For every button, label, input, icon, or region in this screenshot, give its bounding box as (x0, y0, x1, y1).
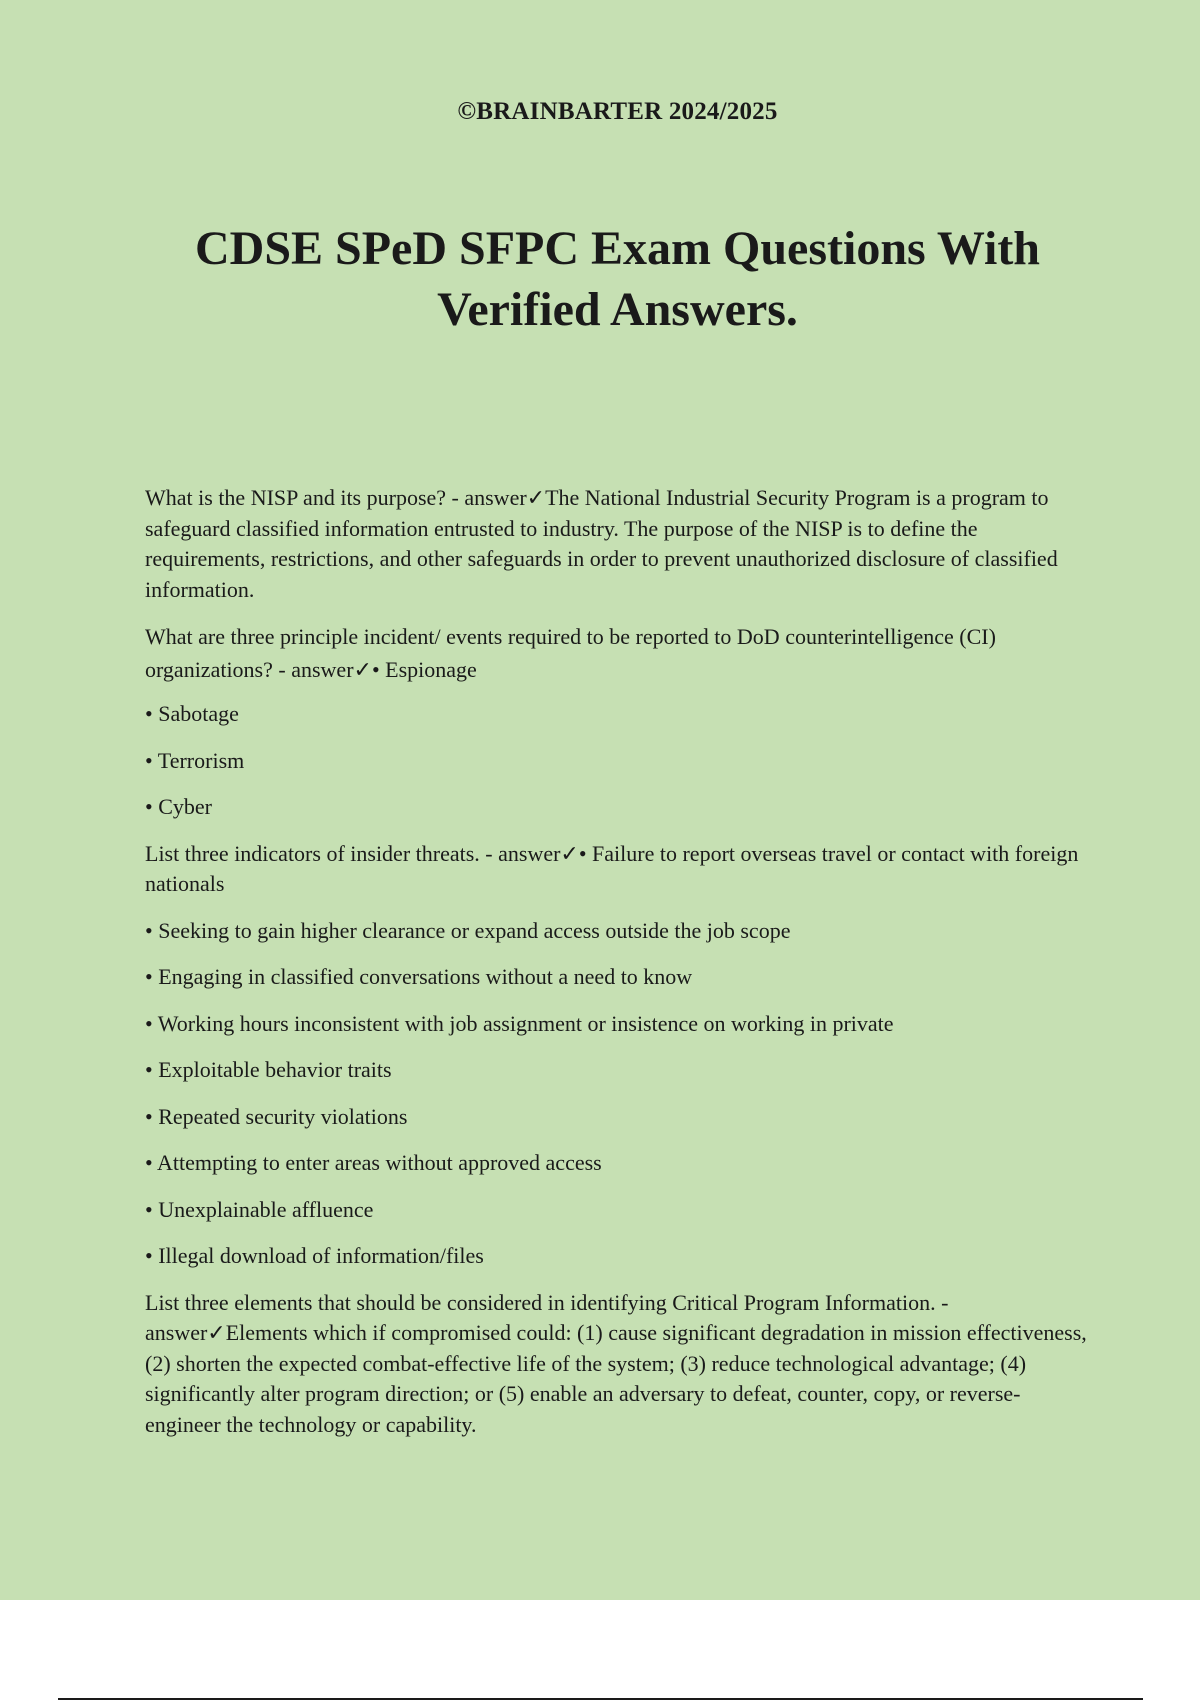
question-answer-1: What is the NISP and its purpose? - answer✓The National Industrial Security Program is a program to safeguard classified information entrusted to industry. The purpose of the NISP is to define the requirements, restrictions, and other safeguards in order to prevent unauthorized disclosure of classified information. (145, 485, 1058, 602)
bullet-item: • Terrorism (145, 747, 245, 773)
question-answer-3: List three indicators of insider threats. - answer✓• Failure to report overseas travel or contact with foreign nationals (145, 840, 1079, 896)
bullet-item: • Attempting to enter areas without approved access (145, 1150, 602, 1175)
bullet-item: • Exploitable behavior traits (145, 1057, 392, 1082)
question-answer-2: What are three principle incident/ events required to be reported to DoD counterintelligence (CI) organizations? - answer✓• Espionage (145, 624, 996, 682)
title-line-2: Verified Answers. (437, 283, 798, 336)
bullet-item: • Illegal download of information/files (145, 1243, 484, 1268)
document-title (0, 218, 1200, 340)
bullet-item: • Unexplainable affluence (145, 1196, 374, 1222)
bullet-item: • Engaging in classified conversations without a need to know (145, 964, 693, 989)
bullet-item: • Repeated security violations (145, 1103, 408, 1129)
qa-content (145, 483, 1090, 1455)
copyright-header: ©BRAINBARTER 2024/2025 (457, 98, 778, 125)
bullet-item: • Cyber (145, 794, 212, 819)
title-line-1: CDSE SPeD SFPC Exam Questions With (194, 222, 1040, 275)
bullet-item: • Sabotage (145, 701, 239, 726)
bullet-item: • Seeking to gain higher clearance or expand access outside the job scope (145, 917, 791, 943)
bullet-item: • Working hours inconsistent with job assignment or insistence on working in private (145, 1010, 894, 1036)
question-answer-4: List three elements that should be considered in identifying Critical Program Information. - answer✓Elements which if compromised could: (1) cause significant degradation in mission effectiveness, (2) shorten the expected combat-effective life of the system; (3) reduce technological advantage; (4) significantly alter program direction; or (5) enable an adversary to defeat, counter, copy, or reverse-engineer the technology or capability. (145, 1289, 1087, 1437)
